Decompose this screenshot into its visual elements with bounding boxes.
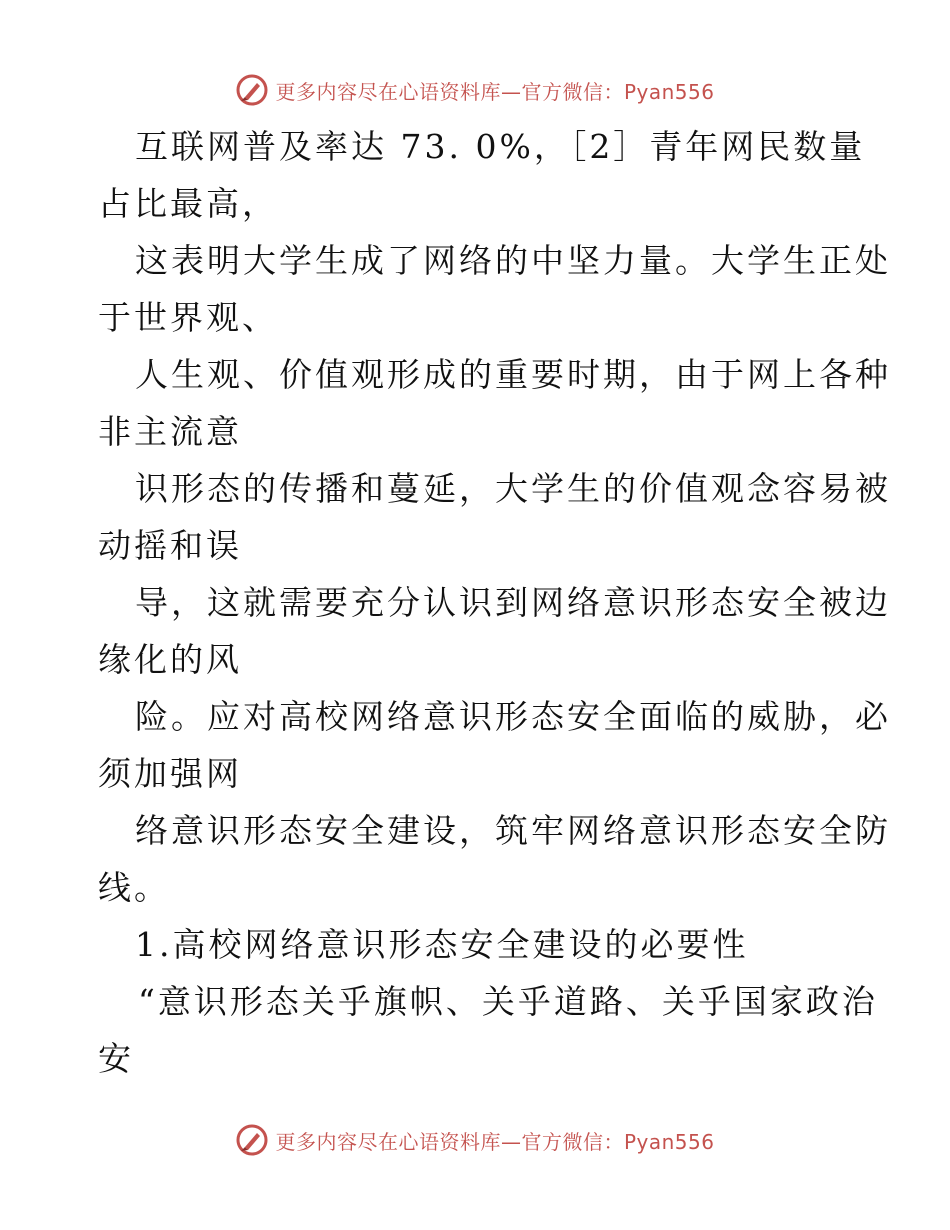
text-line: 于世界观、: [98, 298, 278, 337]
header-watermark: [0, 70, 950, 110]
text-line: 人生观、价值观形成的重要时期，由于网上各种: [135, 355, 891, 394]
text-line: 线。: [98, 868, 170, 907]
text-line: 占比最高，: [98, 184, 278, 223]
text-line: 互联网普及率达 73. 0%，［2］青年网民数量: [135, 127, 866, 166]
text-line: 导，这就需要充分认识到网络意识形态安全被边: [135, 583, 891, 622]
text-line: 络意识形态安全建设，筑牢网络意识形态安全防: [135, 811, 891, 850]
text-line: 动摇和误: [98, 526, 242, 565]
footer-watermark-text: 更多内容尽在心语资料库—官方微信：Pyan556: [275, 1129, 715, 1154]
text-line: “意识形态关乎旗帜、关乎道路、关乎国家政治: [138, 982, 878, 1021]
header-watermark-text: 更多内容尽在心语资料库—官方微信：Pyan556: [275, 79, 715, 104]
pen-logo-icon: [235, 73, 269, 107]
text-line: 非主流意: [98, 412, 242, 451]
document-body: [98, 118, 891, 1087]
text-line: 缘化的风: [98, 640, 242, 679]
text-line: 安: [98, 1039, 134, 1078]
text-line: 这表明大学生成了网络的中坚力量。大学生正处: [135, 241, 891, 280]
pen-logo-icon: [235, 1123, 269, 1157]
section-heading: 1.高校网络意识形态安全建设的必要性: [135, 925, 749, 964]
text-line: 须加强网: [98, 754, 242, 793]
text-line: 识形态的传播和蔓延，大学生的价值观念容易被: [135, 469, 891, 508]
text-line: 险。应对高校网络意识形态安全面临的威胁，必: [135, 697, 891, 736]
footer-watermark: [0, 1120, 950, 1160]
